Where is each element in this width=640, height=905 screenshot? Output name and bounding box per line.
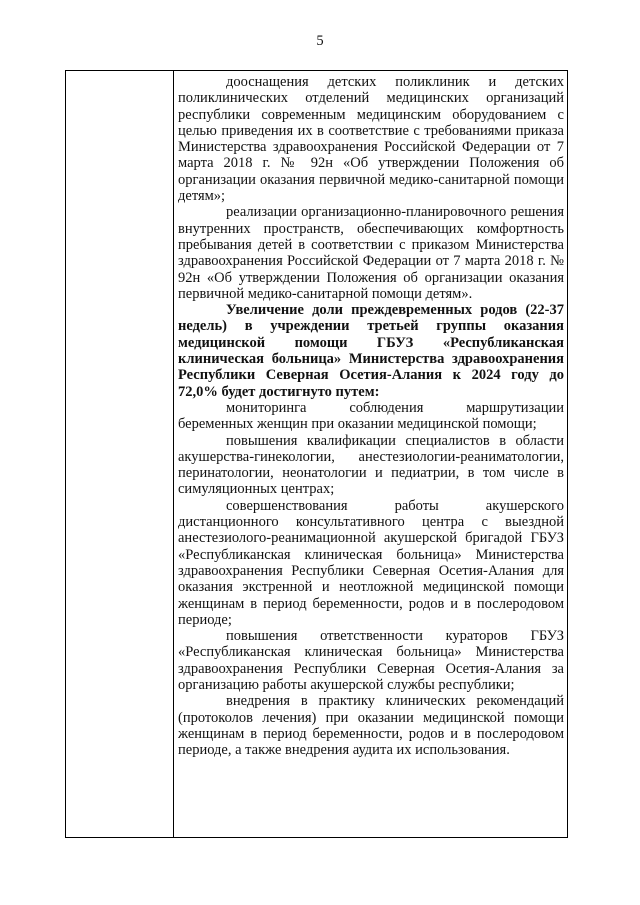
table-text-cell bbox=[178, 74, 564, 758]
paragraph-consultative-center: совершенствования работы акушерского дистанционного консультативного центра с выездной анестезиолого-реанимационной акушерской бригадой ГБУЗ «Республиканская клиническая больница» Министерства здравоохранения Республики Северная Осетия-Алания для оказания экстренной и неотложной медицинской помощи женщинам в период беременности, родов и в послеродовом периоде; bbox=[178, 497, 564, 628]
paragraph-equipment-upgrade: дооснащения детских поликлиник и детских поликлинических отделений медицинских организаций республики современным медицинским оборудованием с целью приведения их в соответствие с требованиями приказа Министерства здравоохранения Российской Федерации от 7 марта 2018 г. № 92н «Об утверждении Положения об организации оказания первичной медико-санитарной помощи детям»; bbox=[178, 74, 564, 205]
page-number: 5 bbox=[316, 33, 324, 49]
column-divider bbox=[173, 71, 174, 837]
paragraph-qualification: повышения квалификации специалистов в области акушерства-гинекологии, анестезиологии-реаниматологии, перинатологии, неонатологии и педиатрии, в том числе в симуляционных центрах; bbox=[178, 432, 564, 498]
paragraph-space-planning: реализации организационно-планировочного решения внутренних пространств, обеспечивающих комфортность пребывания детей в соответствии с приказом Министерства здравоохранения Российской Федерации от 7 марта 2018 г. № 92н «Об утверждении Положения об организации оказания первичной медико-санитарной помощи детям». bbox=[178, 204, 564, 302]
paragraph-curators-responsibility: повышения ответственности кураторов ГБУЗ «Республиканская клиническая больница» Министерства здравоохранения Республики Северная Осетия-Алания за организацию работы акушерской службы республики; bbox=[178, 628, 564, 693]
paragraph-preterm-births-goal: Увеличение доли преждевременных родов (22-37 недель) в учреждении третьей группы оказания медицинской помощи ГБУЗ «Республиканская клиническая больница» Министерства здравоохранения Республики Северная Осетия-Алания к 2024 году до 72,0% будет достигнуто путем: bbox=[178, 302, 564, 400]
paragraph-clinical-guidelines: внедрения в практику клинических рекомендаций (протоколов лечения) при оказании медицинской помощи женщинам в период беременности, родов и в послеродовом периоде, а также внедрения аудита их использования. bbox=[178, 693, 564, 759]
document-table bbox=[65, 70, 568, 838]
paragraph-routing-monitoring: мониторинга соблюдения маршрутизации беременных женщин при оказании медицинской помощи; bbox=[178, 399, 564, 433]
